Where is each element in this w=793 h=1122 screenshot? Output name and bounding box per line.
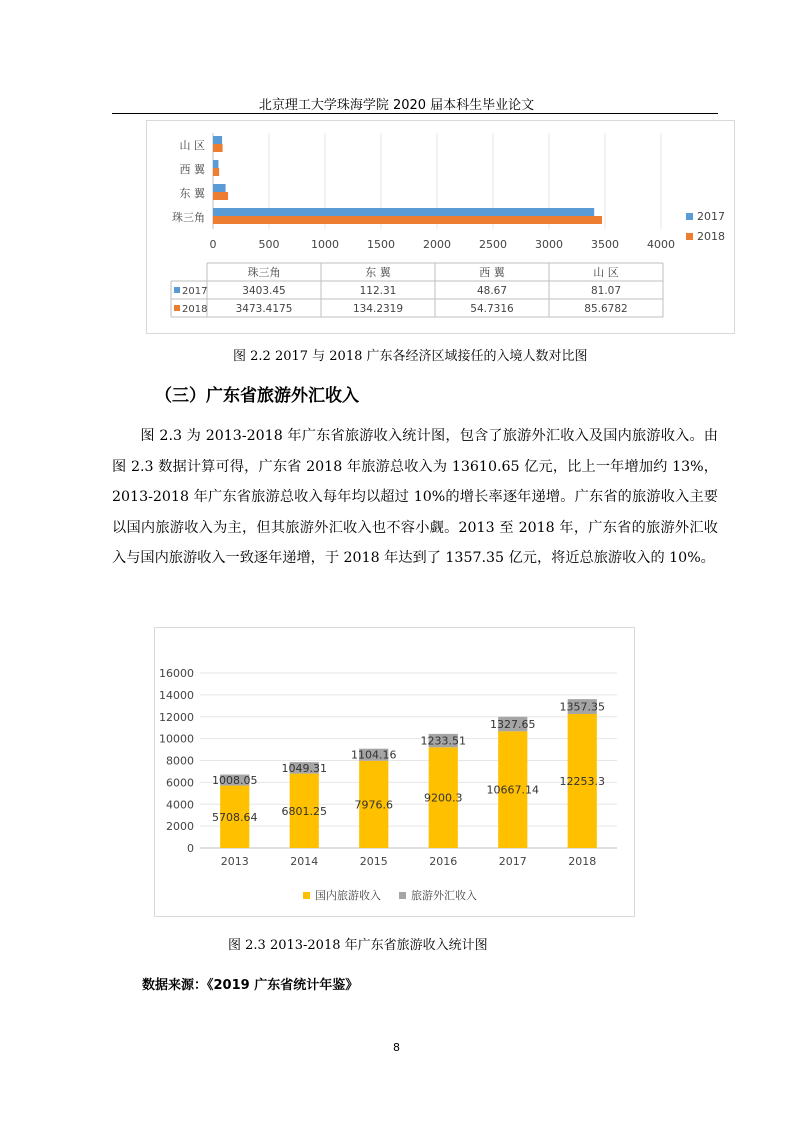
- data-label-旅游外汇收入-2017: 1327.65: [490, 718, 536, 732]
- bar-2017-山区: [213, 136, 222, 144]
- y-category-label-山区: 山 区: [179, 139, 205, 152]
- data-label-旅游外汇收入-2016: 1233.51: [420, 734, 466, 748]
- inbound-visitors-chart: [146, 120, 735, 334]
- x-tick-label-2016: 2016: [429, 855, 458, 868]
- x-tick-label-2500: 2500: [479, 238, 507, 251]
- legend-label-2018: 2018: [697, 230, 725, 243]
- y-category-label-珠三角: 珠三角: [172, 211, 205, 224]
- x-tick-label-500: 500: [258, 238, 280, 251]
- y-tick-label-14000: 14000: [159, 688, 194, 702]
- table-cell-2017-珠三角: 3403.45: [242, 285, 286, 297]
- bar-2017-东翼: [213, 184, 226, 192]
- bar-2017-西翼: [213, 160, 218, 168]
- legend-label-国内旅游收入: 国内旅游收入: [315, 889, 381, 902]
- tourism-revenue-chart: [154, 627, 635, 917]
- bar-2018-山区: [213, 144, 223, 152]
- y-category-label-东翼: 东 翼: [179, 187, 205, 200]
- legend-label-旅游外汇收入: 旅游外汇收入: [411, 889, 477, 902]
- legend-label-2017: 2017: [697, 210, 725, 223]
- table-key-2017: [174, 287, 180, 293]
- x-tick-label-3500: 3500: [591, 238, 619, 251]
- table-row-label-2018: 2018: [182, 304, 208, 315]
- x-tick-label-3000: 3000: [535, 238, 563, 251]
- figure-2-2-caption: 图 2.2 2017 与 2018 广东各经济区域接任的入境人数对比图: [233, 349, 588, 364]
- header-rule: [112, 113, 718, 114]
- x-tick-label-2013: 2013: [220, 855, 249, 868]
- data-label-旅游外汇收入-2013: 1008.05: [212, 774, 258, 788]
- x-tick-label-2014: 2014: [290, 855, 319, 868]
- data-label-旅游外汇收入-2018: 1357.35: [559, 700, 605, 714]
- x-tick-label-2000: 2000: [423, 238, 451, 251]
- page-number: 8: [393, 1041, 400, 1054]
- table-key-2018: [174, 305, 180, 311]
- body-paragraph: 图 2.3 为 2013-2018 年广东省旅游收入统计图，包含了旅游外汇收入及国内旅游收入。由图 2.3 数据计算可得，广东省 2018 年旅游总收入为 13610.65 亿元，比上一年增加约 13%，2013-2018 年广东省旅游总收入每年均以超过 10%的增长率逐年递增。广东省的旅游收入主要以国内旅游收入为主，但其旅游外汇收入也不容小觑。2013 至 2018 年，广东省的旅游外汇收入与国内旅游收入一致逐年递增，于 2018 年达到了 1357.35 亿元，将近总旅游收入的 10%。: [112, 428, 718, 566]
- table-header-珠三角: 珠三角: [247, 266, 281, 279]
- data-source-note: 数据来源：《2019 广东省统计年鉴》: [142, 978, 359, 993]
- legend-swatch-2017: [686, 213, 693, 220]
- data-label-国内旅游收入-2017: 10667.14: [486, 783, 539, 797]
- data-label-旅游外汇收入-2014: 1049.31: [281, 761, 327, 775]
- x-tick-label-2018: 2018: [568, 855, 597, 868]
- bar-2018-东翼: [213, 192, 228, 200]
- y-tick-label-0: 0: [187, 842, 194, 855]
- y-tick-label-4000: 4000: [166, 798, 194, 812]
- y-tick-label-10000: 10000: [159, 732, 194, 746]
- bar-2018-西翼: [213, 168, 219, 176]
- y-tick-label-8000: 8000: [166, 754, 194, 768]
- data-label-国内旅游收入-2013: 5708.64: [212, 810, 258, 824]
- x-tick-label-2017: 2017: [498, 855, 527, 868]
- data-label-国内旅游收入-2016: 9200.3: [424, 791, 463, 805]
- data-label-国内旅游收入-2014: 6801.25: [281, 804, 327, 818]
- bar-2017-珠三角: [213, 208, 594, 216]
- y-category-label-西翼: 西 翼: [179, 163, 205, 176]
- legend-swatch-国内旅游收入: [303, 892, 310, 899]
- table-header-山区: 山 区: [593, 266, 619, 279]
- table-cell-2018-珠三角: 3473.4175: [235, 303, 293, 315]
- figure-2-3-caption: 图 2.3 2013-2018 年广东省旅游收入统计图: [228, 938, 488, 953]
- bar-2018-珠三角: [213, 216, 602, 224]
- table-cell-2018-东翼: 134.2319: [352, 303, 404, 315]
- table-header-西翼: 西 翼: [479, 266, 505, 279]
- x-tick-label-4000: 4000: [647, 238, 675, 251]
- legend-swatch-2018: [686, 233, 693, 240]
- data-label-国内旅游收入-2018: 12253.3: [559, 774, 605, 788]
- legend-swatch-旅游外汇收入: [399, 892, 406, 899]
- section-title: （三）广东省旅游外汇收入: [155, 386, 359, 406]
- y-tick-label-2000: 2000: [166, 820, 194, 834]
- table-cell-2018-西翼: 54.7316: [470, 303, 514, 315]
- data-label-国内旅游收入-2015: 7976.6: [354, 798, 393, 812]
- running-header: 北京理工大学珠海学院 2020 届本科生毕业论文: [258, 98, 535, 113]
- y-tick-label-16000: 16000: [159, 667, 194, 680]
- table-cell-2017-西翼: 48.67: [476, 285, 508, 297]
- table-cell-2018-山区: 85.6782: [584, 303, 628, 315]
- inbound-visitors-chart-svg: [147, 121, 734, 333]
- table-cell-2017-东翼: 112.31: [359, 285, 397, 297]
- table-cell-2017-山区: 81.07: [590, 285, 622, 297]
- x-tick-label-1500: 1500: [367, 238, 395, 251]
- x-tick-label-0: 0: [209, 238, 217, 251]
- x-tick-label-1000: 1000: [311, 238, 339, 251]
- table-header-东翼: 东 翼: [365, 266, 391, 279]
- x-tick-label-2015: 2015: [359, 855, 388, 868]
- tourism-revenue-chart-svg: [155, 628, 634, 916]
- y-tick-label-12000: 12000: [159, 710, 194, 724]
- data-label-旅游外汇收入-2015: 1104.16: [351, 748, 397, 762]
- table-row-label-2017: 2017: [182, 286, 208, 297]
- y-tick-label-6000: 6000: [166, 776, 194, 790]
